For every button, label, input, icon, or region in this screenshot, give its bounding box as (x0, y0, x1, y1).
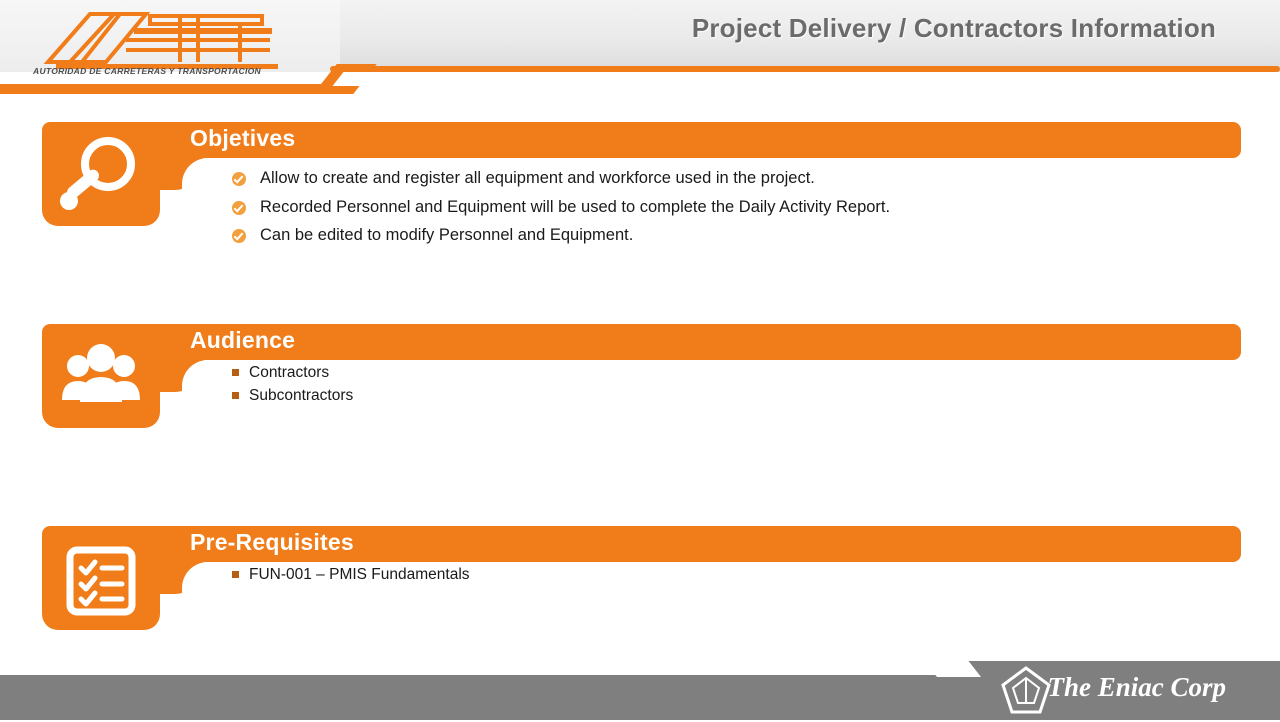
list-item-text: Allow to create and register all equipment and workforce used in the project. (260, 169, 815, 187)
check-bullet-icon (232, 229, 246, 243)
list-item (232, 168, 890, 189)
list-item-text: Recorded Personnel and Equipment will be used to complete the Daily Activity Report. (260, 197, 891, 216)
header-accent-rule (330, 66, 1280, 72)
footer-brand: The Eniac Corp (1047, 672, 1226, 702)
checklist-icon (42, 526, 160, 630)
list-item-text: Subcontractors (249, 387, 354, 404)
header-accent-tail (0, 84, 350, 94)
check-bullet-icon (232, 201, 246, 215)
people-group-icon (42, 324, 160, 428)
square-bullet-icon (232, 369, 239, 376)
list-item (232, 387, 353, 405)
list-item (232, 364, 353, 382)
section-body-list (232, 168, 890, 254)
check-bullet-icon (232, 172, 246, 186)
square-bullet-icon (232, 571, 239, 578)
list-item-text: FUN-001 – PMIS Fundamentals (249, 566, 470, 583)
section-title: Objetives (190, 125, 296, 151)
list-item (232, 566, 470, 584)
section-body-list (232, 364, 353, 410)
square-bullet-icon (232, 392, 239, 399)
footer-notch (0, 661, 945, 675)
list-item-text: Can be edited to modify Personnel and Equipment. (260, 226, 634, 245)
list-item (232, 197, 890, 218)
section-body-list (232, 566, 470, 589)
section-title: Pre-Requisites (190, 529, 354, 555)
act-logo-subtitle: AUTORIDAD DE CARRETERAS Y TRANSPORTACION (33, 66, 261, 76)
list-item (232, 225, 890, 246)
page-title: Project Delivery / Contractors Information (691, 13, 1216, 43)
magnifier-icon (42, 122, 160, 226)
section-title: Audience (190, 327, 296, 353)
eniac-pentagon-logo (1000, 665, 1052, 717)
list-item-text: Contractors (249, 364, 330, 381)
